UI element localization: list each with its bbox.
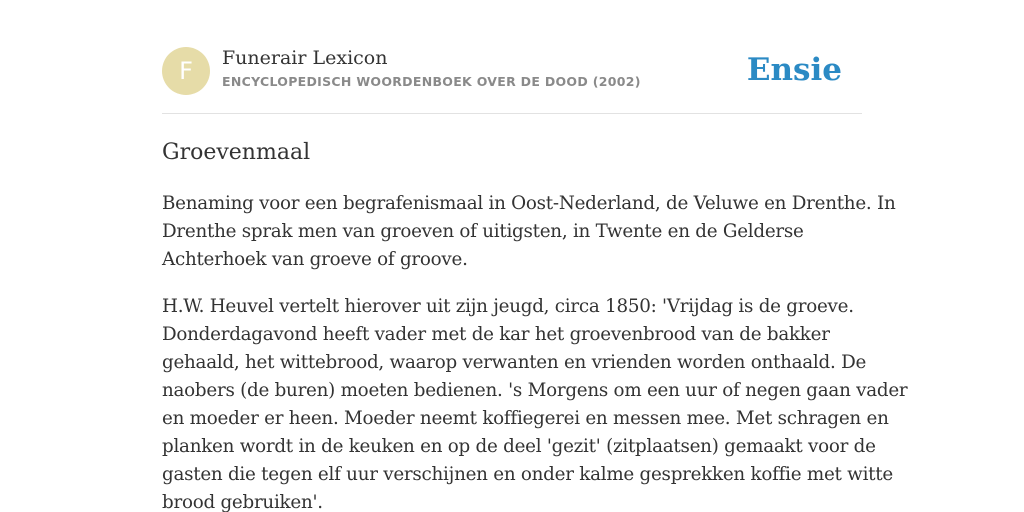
- source-header: [162, 46, 862, 96]
- entry-paragraph-1: [162, 190, 896, 274]
- text-line: en moeder er heen. Moeder neemt koffiegerei en messen mee. Met schragen en: [162, 408, 889, 429]
- source-subtitle: ENCYCLOPEDISCH WOORDENBOEK OVER DE DOOD (2002): [222, 74, 641, 89]
- text-line: gasten die tegen elf uur verschijnen en onder kalme gesprekken koffie met witte: [162, 464, 893, 485]
- entry-paragraph-2: [162, 293, 908, 512]
- entry-body: [162, 190, 908, 512]
- source-title[interactable]: Funerair Lexicon: [222, 47, 388, 69]
- text-line: brood gebruiken'.: [162, 492, 323, 512]
- text-line: naobers (de buren) moeten bedienen. 's Morgens om een uur of negen gaan vader: [162, 380, 908, 401]
- text-line: gehaald, het wittebrood, waarop verwanten en vrienden worden onthaald. De: [162, 352, 867, 373]
- header-divider: [162, 113, 862, 114]
- text-line: Donderdagavond heeft vader met de kar het groevenbrood van de bakker: [162, 324, 830, 345]
- text-line: Drenthe sprak men van groeven of uitigsten, in Twente en de Gelderse: [162, 221, 804, 242]
- text-line: Achterhoek van groeve of groove.: [162, 249, 468, 270]
- entry-title: Groevenmaal: [162, 140, 311, 165]
- text-line: Benaming voor een begrafenismaal in Oost-Nederland, de Veluwe en Drenthe. In: [162, 193, 896, 214]
- ensie-logo-link[interactable]: Ensie: [746, 52, 842, 88]
- text-line: H.W. Heuvel vertelt hierover uit zijn jeugd, circa 1850: 'Vrijdag is de groeve.: [162, 296, 854, 317]
- source-avatar: F: [162, 47, 210, 95]
- text-line: planken wordt in de keuken en op de deel 'gezit' (zitplaatsen) gemaakt voor de: [162, 436, 876, 457]
